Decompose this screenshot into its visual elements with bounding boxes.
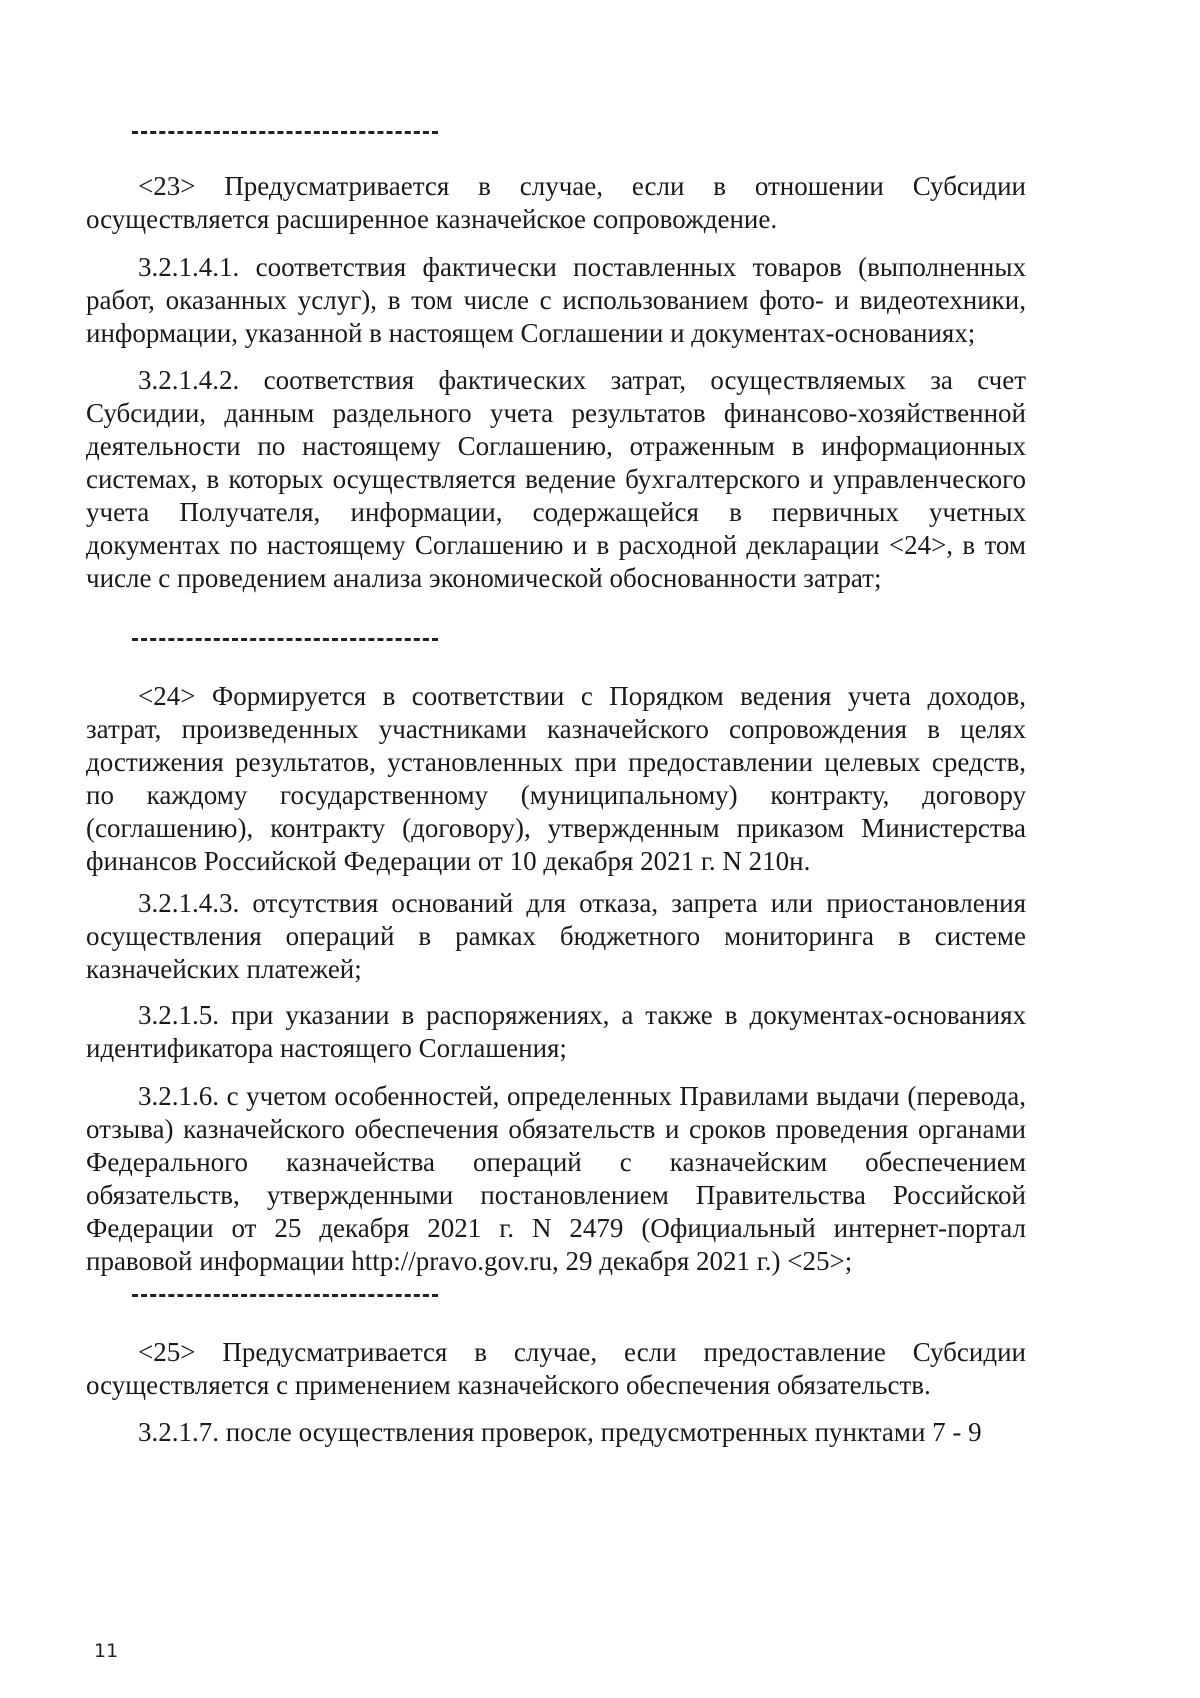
paragraph-3-2-1-5: 3.2.1.5. при указании в распоряжениях, а также в документах-основаниях идентификатора настоящего Соглашения; [86, 1000, 1026, 1063]
paragraph-3-2-1-4-1: 3.2.1.4.1. соответствия фактически поставленных товаров (выполненных работ, оказанных услуг), в том числе с использованием фото- и видеотехники, информации, указанной в настоящем Соглашении и документах-основаниях; [86, 252, 1026, 348]
paragraph-3-2-1-4-3: 3.2.1.4.3. отсутствия оснований для отказа, запрета или приостановления осуществления операций в рамках бюджетного мониторинга в системе казначейских платежей; [86, 888, 1026, 984]
footnote-25: <25> Предусматривается в случае, если предоставление Субсидии осуществляется с применением казначейского обеспечения обязательств. [86, 1337, 1026, 1400]
footnote-23: <23> Предусматривается в случае, если в отношении Субсидии осуществляется расширенное казначейское сопровождение. [86, 171, 1026, 234]
paragraph-3-2-1-7: 3.2.1.7. после осуществления проверок, предусмотренных пунктами 7 - 9 [138, 1417, 982, 1447]
footnote-separator-24 [132, 638, 438, 641]
footnote-separator-25 [132, 1294, 438, 1297]
footnote-24: <24> Формируется в соответствии с Порядком ведения учета доходов, затрат, произведенных участниками казначейского сопровождения в целях достижения результатов, установленных при предоставлении целевых средств, по каждому государственному (муниципальному) контракту, договору (соглашению), контракту (договору), утвержденным приказом Министерства финансов Российской Федерации от 10 декабря 2021 г. N 210н. [86, 681, 1026, 876]
paragraph-3-2-1-6: 3.2.1.6. с учетом особенностей, определенных Правилами выдачи (перевода, отзыва) казначейского обеспечения обязательств и сроков проведения органами Федерального казначейства операций с казначейским обеспечением обязательств, утвержденными постановлением Правительства Российской Федерации от 25 декабря 2021 г. N 2479 (Официальный интернет-портал правовой информации http://pravo.gov.ru, 29 декабря 2021 г.) <25>; [86, 1081, 1026, 1276]
page-number: 11 [94, 1640, 119, 1662]
paragraph-3-2-1-4-2: 3.2.1.4.2. соответствия фактических затрат, осуществляемых за счет Субсидии, данным раздельного учета результатов финансово-хозяйственной деятельности по настоящему Соглашению, отраженным в информационных системах, в которых осуществляется ведение бухгалтерского и управленческого учета Получателя, информации, содержащейся в первичных учетных документах по настоящему Соглашению и в расходной декларации <24>, в том числе с проведением анализа экономической обоснованности затрат; [86, 365, 1026, 593]
footnote-separator-23 [132, 131, 438, 134]
